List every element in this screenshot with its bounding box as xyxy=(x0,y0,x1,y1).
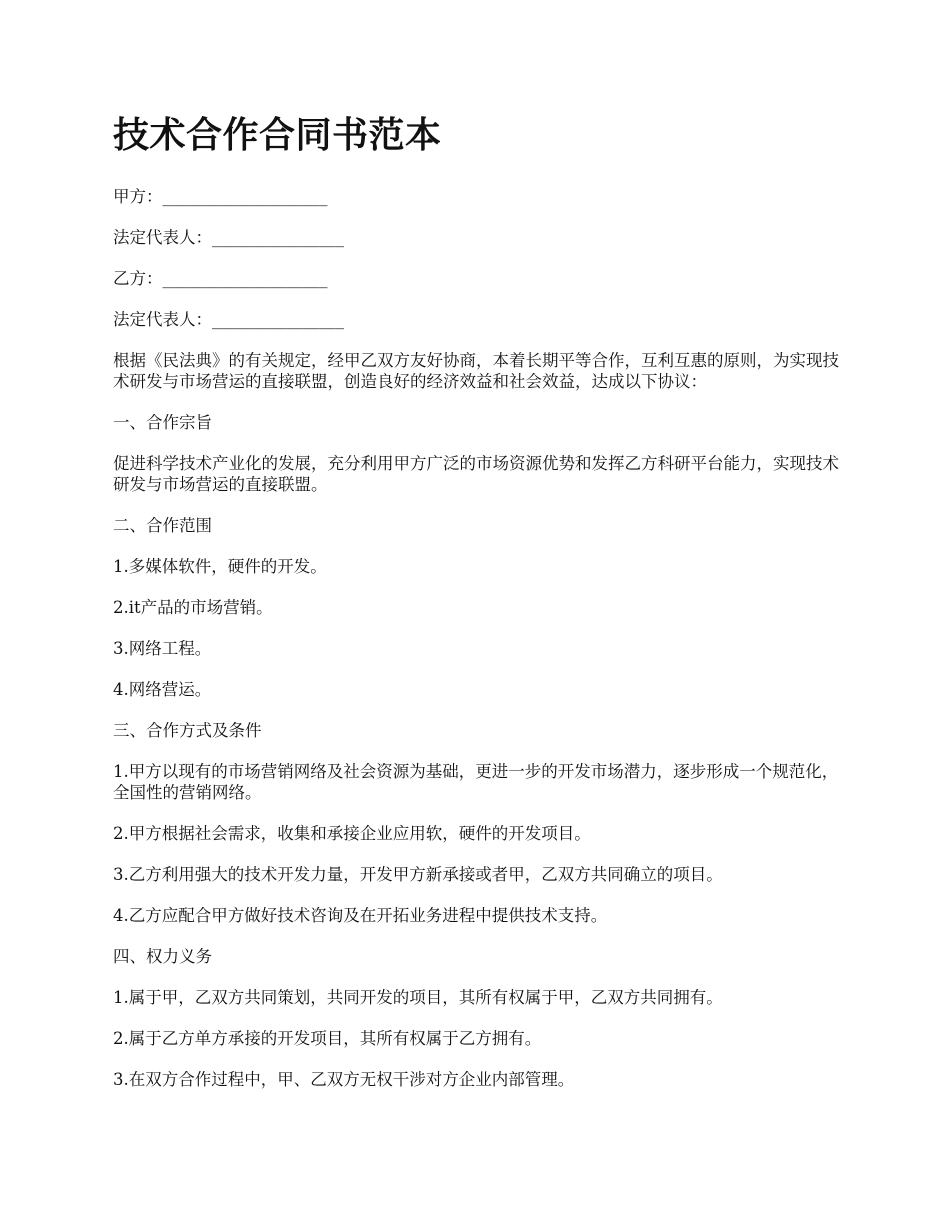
party-a-representative-blank: ________________ xyxy=(212,228,344,247)
section-heading-purpose: 一、合作宗旨 xyxy=(113,413,212,432)
rights-item-2: 2.属于乙方单方承接的开发项目，其所有权属于乙方拥有。 xyxy=(113,1029,542,1048)
preamble-paragraph: 根据《民法典》的有关规定，经甲乙双方友好协商，本着长期平等合作，互利互惠的原则，为实现技术研发与市场营运的直接联盟，创造良好的经济效益和社会效益，达成以下协议： xyxy=(113,351,839,391)
rights-item-3: 3.在双方合作过程中，甲、乙双方无权干涉对方企业内部管理。 xyxy=(113,1070,575,1089)
party-a-blank: ____________________ xyxy=(162,187,328,206)
scope-item-1: 1.多媒体软件，硬件的开发。 xyxy=(113,557,327,576)
party-b-representative-label: 法定代表人： xyxy=(113,310,212,329)
party-a-field xyxy=(113,186,853,207)
method-item-4: 4.乙方应配合甲方做好技术咨询及在开拓业务进程中提供技术支持。 xyxy=(113,906,608,925)
section-heading-scope: 二、合作范围 xyxy=(113,516,212,535)
party-b-label: 乙方： xyxy=(113,269,163,288)
party-b-field xyxy=(113,268,853,289)
party-a-representative-label: 法定代表人： xyxy=(113,228,212,247)
scope-item-2: 2.it产品的市场营销。 xyxy=(113,598,273,617)
party-a-representative-field xyxy=(113,227,853,248)
scope-item-4: 4.网络营运。 xyxy=(113,680,212,699)
document-title: 技术合作合同书范本 xyxy=(113,115,442,156)
method-item-1: 1.甲方以现有的市场营销网络及社会资源为基础，更进一步的开发市场潜力，逐步形成一个规范化，全国性的营销网络。 xyxy=(113,762,839,802)
party-b-representative-field xyxy=(113,309,853,330)
document-page xyxy=(113,112,853,1110)
party-a-label: 甲方： xyxy=(113,187,163,206)
method-item-2: 2.甲方根据社会需求，收集和承接企业应用软，硬件的开发项目。 xyxy=(113,824,591,843)
scope-item-3: 3.网络工程。 xyxy=(113,639,212,658)
rights-item-1: 1.属于甲，乙双方共同策划，共同开发的项目，其所有权属于甲，乙双方共同拥有。 xyxy=(113,988,723,1007)
method-item-3: 3.乙方利用强大的技术开发力量，开发甲方新承接或者甲，乙双方共同确立的项目。 xyxy=(113,865,723,884)
party-b-representative-blank: ________________ xyxy=(212,310,344,329)
section-heading-method: 三、合作方式及条件 xyxy=(113,721,262,740)
purpose-paragraph: 促进科学技术产业化的发展，充分利用甲方广泛的市场资源优势和发挥乙方科研平台能力，实现技术研发与市场营运的直接联盟。 xyxy=(113,454,839,494)
section-heading-rights: 四、权力义务 xyxy=(113,947,212,966)
party-b-blank: ____________________ xyxy=(162,269,328,288)
